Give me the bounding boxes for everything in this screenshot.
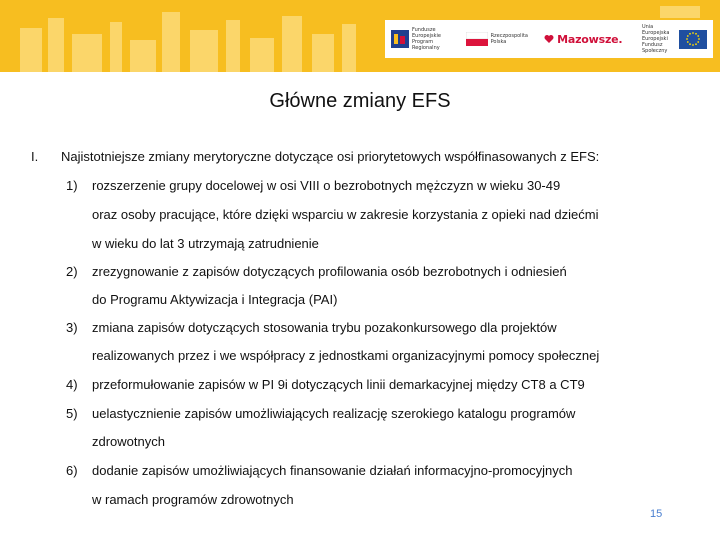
item-number: 5) — [66, 406, 78, 421]
item-number: 1) — [66, 178, 78, 193]
section-intro: Najistotniejsze zmiany merytoryczne dotyczące osi priorytetowych współfinasowanych z EFS: — [61, 149, 600, 164]
item-number: 3) — [66, 320, 78, 335]
logo-mazowsze-text: Mazowsze. — [557, 32, 623, 46]
fundusze-europejskie-icon — [391, 30, 409, 48]
decorative-block — [660, 6, 700, 18]
item-line: w ramach programów zdrowotnych — [92, 492, 294, 507]
eu-flag-icon — [679, 30, 707, 49]
item-line: przeformułowanie zapisów w PI 9i dotyczących linii demarkacyjnej między CT8 a CT9 — [92, 377, 585, 392]
page-number: 15 — [650, 508, 663, 520]
item-line: zdrowotnych — [92, 434, 165, 449]
polish-flag-icon — [466, 32, 488, 46]
logo-unia-europejska — [642, 24, 707, 54]
item-line: do Programu Aktywizacja i Integracja (PAI) — [92, 292, 338, 307]
logo-fundusze-europejskie-text: Fundusze Europejskie Program Regionalny — [412, 27, 441, 51]
item-line: realizowanych przez i we współpracy z jednostkami organizacyjnymi pomocy społecznej — [92, 348, 600, 363]
logo-rzeczpospolita-polska-text: Rzeczpospolita Polska — [490, 33, 528, 45]
decorative-block — [48, 18, 64, 72]
decorative-block — [20, 28, 42, 72]
decorative-block — [342, 24, 356, 72]
logo-fundusze-europejskie — [391, 27, 446, 51]
heart-icon — [544, 34, 554, 44]
item-number: 6) — [66, 463, 78, 478]
decorative-block — [312, 34, 334, 72]
decorative-block — [72, 34, 102, 72]
item-number: 2) — [66, 264, 78, 279]
slide-title: Główne zmiany EFS — [269, 90, 451, 112]
decorative-block — [130, 40, 156, 72]
item-line: w wieku do lat 3 utrzymają zatrudnienie — [92, 236, 319, 251]
logo-mazowsze — [544, 33, 622, 46]
item-line: oraz osoby pracujące, które dzięki wsparciu w zakresie korzystania z opieki nad dziećmi — [92, 207, 599, 222]
decorative-block — [110, 22, 122, 72]
section-number: I. — [31, 149, 39, 164]
item-line: uelastycznienie zapisów umożliwiających realizację szerokiego katalogu programów — [92, 406, 576, 421]
logo-unia-europejska-text: Unia Europejska Europejski Fundusz Społeczny — [641, 24, 670, 54]
logo-rzeczpospolita-polska — [466, 32, 528, 46]
item-line: rozszerzenie grupy docelowej w osi VIII o bezrobotnych mężczyzn w wieku 30-49 — [92, 178, 561, 193]
decorative-block — [282, 16, 302, 72]
item-line: zmiana zapisów dotyczących stosowania trybu pozakonkursowego dla projektów — [92, 320, 557, 335]
decorative-block — [250, 38, 274, 72]
decorative-block — [190, 30, 218, 72]
item-line: dodanie zapisów umożliwiających finansowanie działań informacyjno-promocyjnych — [92, 463, 573, 478]
decorative-block — [162, 12, 180, 72]
logo-bar — [385, 20, 713, 58]
item-number: 4) — [66, 377, 78, 392]
decorative-block — [226, 20, 240, 72]
header-band — [0, 0, 720, 72]
item-line: zrezygnowanie z zapisów dotyczących profilowania osób bezrobotnych i odniesień — [92, 264, 567, 279]
